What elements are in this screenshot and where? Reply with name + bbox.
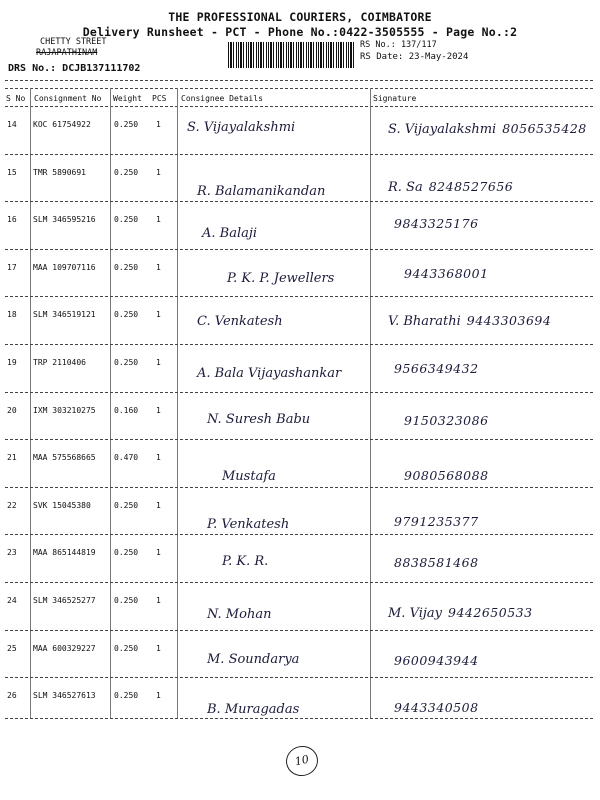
row-sno: 26 [7, 691, 17, 701]
row-consignee-name: P. K. R. [222, 554, 269, 570]
row-consignee-name: R. Balamanikandan [197, 183, 326, 199]
signature-phone: 8248527656 [428, 178, 514, 194]
row-sno: 20 [7, 405, 17, 415]
row-divider [5, 154, 593, 155]
col-consignee: Consignee Details [181, 94, 263, 103]
row-weight: 0.250 [114, 215, 139, 225]
row-pcs: 1 [156, 500, 161, 510]
runsheet-title: Delivery Runsheet - PCT - Phone No.:0422-3505555 - Page No.:2 [82, 25, 518, 39]
row-signature [388, 602, 533, 621]
row-sno: 19 [7, 358, 17, 367]
row-pcs: 1 [156, 596, 161, 605]
row-signature [388, 511, 479, 530]
row-sno: 23 [7, 548, 17, 558]
row-sno: 17 [7, 262, 17, 272]
row-consignment: SLM 346595216 [33, 215, 96, 225]
row-pcs: 1 [156, 262, 161, 272]
row-consignment: SLM 346525277 [33, 596, 96, 605]
row-signature [388, 697, 479, 716]
row-signature [388, 310, 551, 329]
row-consignee-name: Mustafa [222, 469, 276, 485]
column-rule [30, 88, 31, 718]
row-consignee-name: C. Venkatesh [197, 314, 283, 330]
header-divider [5, 80, 593, 81]
barcode [228, 42, 356, 68]
col-consignment: Consignment No [34, 94, 102, 103]
signature-phone: 9150323086 [404, 412, 489, 428]
row-pcs: 1 [156, 120, 161, 129]
row-consignee-name: P. K. P. Jewellers [227, 270, 335, 286]
row-pcs: 1 [156, 358, 161, 367]
row-consignment: MAA 865144819 [33, 548, 96, 558]
row-signature [388, 118, 587, 137]
row-sno: 14 [7, 120, 17, 129]
row-sno: 16 [7, 215, 17, 225]
row-consignment: MAA 600329227 [33, 643, 96, 653]
row-divider [5, 344, 593, 345]
row-sno: 24 [7, 596, 17, 605]
row-consignment: SVK 15045380 [33, 500, 91, 510]
row-divider [5, 201, 593, 202]
row-pcs: 1 [156, 215, 161, 225]
rs-number: RS No.: 137/117 [360, 40, 437, 50]
page-stamp: 10 [283, 743, 321, 779]
row-pcs: 1 [156, 310, 161, 320]
row-signature [388, 552, 479, 571]
row-weight: 0.250 [114, 596, 139, 605]
column-rule [110, 88, 111, 718]
header-divider [5, 88, 593, 89]
col-pcs: PCS [152, 94, 167, 103]
row-sno: 21 [7, 453, 17, 463]
signature-phone: 9843325176 [394, 216, 479, 232]
signature-phone: 9443340508 [394, 700, 479, 716]
signature-phone: 8838581468 [394, 555, 479, 571]
row-divider [5, 677, 593, 678]
company-title: THE PROFESSIONAL COURIERS, COIMBATORE [168, 10, 432, 24]
row-divider [5, 582, 593, 583]
row-consignee-name: B. Muragadas [207, 702, 300, 718]
row-pcs: 1 [156, 167, 161, 177]
row-signature [388, 650, 479, 669]
signature-phone: 9443303694 [466, 313, 552, 329]
row-signature [398, 465, 489, 484]
col-sno: S No [6, 94, 26, 103]
row-weight: 0.250 [114, 358, 139, 367]
row-consignment: SLM 346519121 [33, 310, 96, 320]
row-divider [5, 439, 593, 440]
signature-scribble: V. Bharathi [388, 314, 461, 330]
row-consignment: TMR 5890691 [33, 167, 86, 177]
row-pcs: 1 [156, 548, 161, 558]
row-consignment: MAA 109707116 [33, 262, 96, 272]
row-consignment: TRP 2110406 [33, 358, 86, 367]
row-sno: 18 [7, 310, 17, 320]
col-weight: Weight [113, 94, 142, 103]
row-divider [5, 630, 593, 631]
row-sno: 15 [7, 167, 17, 177]
signature-scribble: R. Sa [388, 179, 423, 195]
row-divider [5, 296, 593, 297]
signature-phone: 9443368001 [404, 265, 489, 281]
row-consignment: IXM 303210275 [33, 405, 96, 415]
row-pcs: 1 [156, 405, 161, 415]
row-sno: 22 [7, 500, 17, 510]
row-consignee-name: N. Mohan [207, 607, 272, 622]
row-consignee-name: A. Balaji [202, 226, 258, 242]
row-sno: 25 [7, 643, 17, 653]
row-weight: 0.250 [114, 120, 139, 129]
row-weight: 0.250 [114, 167, 139, 177]
row-weight: 0.160 [114, 405, 139, 415]
row-consignment: MAA 575568665 [33, 453, 96, 463]
row-signature [388, 176, 513, 195]
signature-phone: 9566349432 [394, 361, 479, 376]
row-weight: 0.250 [114, 548, 139, 558]
row-consignee-name: M. Soundarya [207, 651, 300, 667]
signature-phone: 9791235377 [394, 513, 479, 529]
row-pcs: 1 [156, 643, 161, 653]
row-divider [5, 534, 593, 535]
row-weight: 0.250 [114, 500, 139, 510]
row-signature [398, 263, 489, 282]
row-consignee-name: P. Venkatesh [207, 516, 290, 532]
row-weight: 0.250 [114, 262, 139, 272]
column-rule [177, 88, 178, 718]
drs-number: DRS No.: DCJB137111702 [8, 63, 141, 74]
row-weight: 0.250 [114, 310, 139, 320]
row-consignee-name: N. Suresh Babu [207, 411, 311, 427]
signature-scribble: S. Vijayalakshmi [388, 122, 497, 137]
signature-phone: 9600943944 [394, 652, 479, 668]
row-consignment: SLM 346527613 [33, 691, 96, 701]
row-consignment: KOC 61754922 [33, 120, 91, 129]
row-divider [5, 487, 593, 488]
col-signature: Signature [373, 94, 417, 103]
signature-scribble: M. Vijay [388, 606, 443, 621]
row-pcs: 1 [156, 453, 161, 463]
column-divider [5, 106, 593, 107]
signature-phone: 9442650533 [448, 605, 533, 620]
row-signature [398, 410, 489, 429]
row-divider [5, 392, 593, 393]
row-signature [388, 213, 479, 232]
row-weight: 0.250 [114, 691, 139, 701]
signature-phone: 8056535428 [502, 121, 587, 136]
signature-phone: 9080568088 [404, 468, 489, 484]
address-line-2: RAJAPATHINAM [36, 48, 98, 58]
footer-divider [5, 718, 593, 719]
row-consignee-name: S. Vijayalakshmi [187, 120, 296, 135]
row-divider [5, 249, 593, 250]
row-consignee-name: A. Bala Vijayashankar [197, 366, 342, 381]
row-weight: 0.250 [114, 643, 139, 653]
column-rule [370, 88, 371, 718]
address-line-1: CHETTY STREET [40, 37, 107, 47]
row-weight: 0.470 [114, 453, 139, 463]
row-signature [388, 358, 479, 377]
row-pcs: 1 [156, 691, 161, 701]
rs-date: RS Date: 23-May-2024 [360, 52, 469, 62]
